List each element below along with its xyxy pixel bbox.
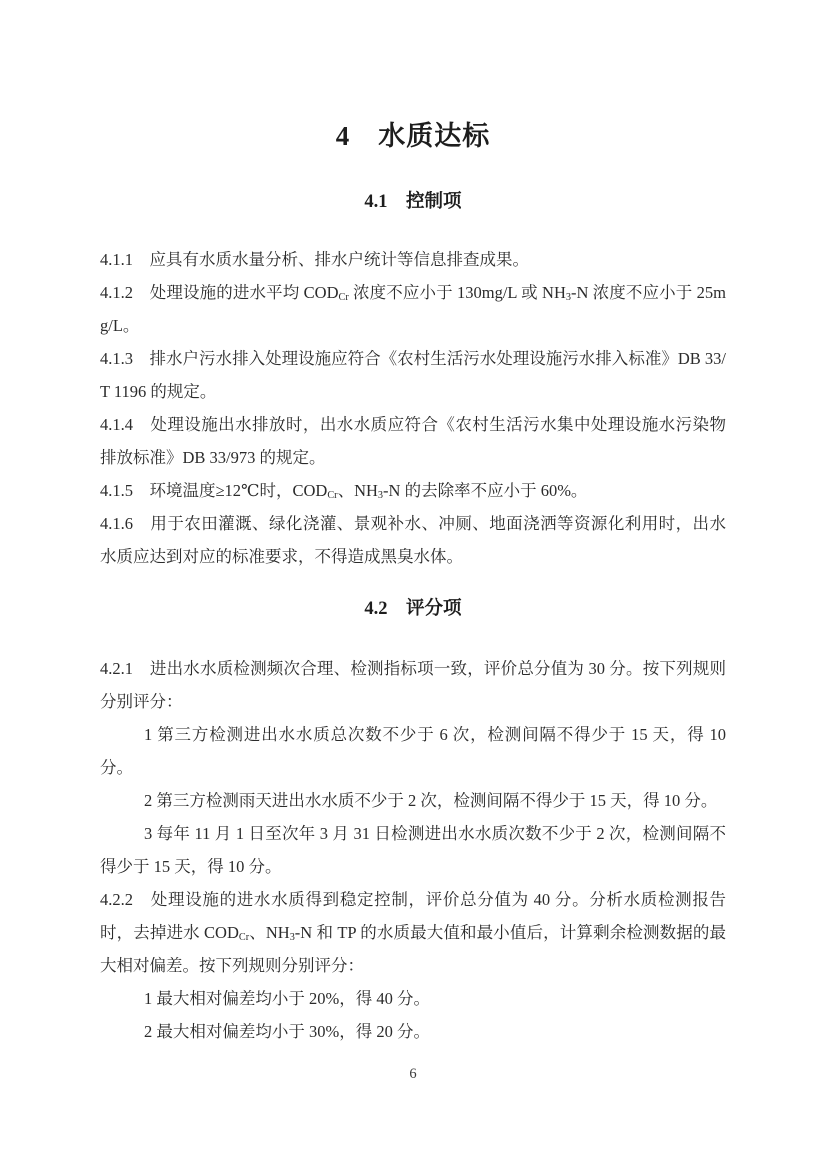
section-heading: 4.1 控制项 [364, 192, 462, 212]
chapter-title: 4 水质达标 [335, 121, 491, 151]
clause-paragraph: 4.1.6 用于农田灌溉、绿化浇灌、景观补水、冲厕、地面浇洒等资源化利用时，出水水质应达到对应的标准要求，不得造成黑臭水体。 [100, 514, 726, 566]
clause-paragraph: 4.1.3 排水户污水排入处理设施应符合《农村生活污水处理设施污水排入标准》DB 33/T 1196 的规定。 [100, 349, 726, 401]
document-body [100, 190, 726, 1048]
sub-item-paragraph: 1 最大相对偏差均小于 20%，得 40 分。 [144, 989, 430, 1008]
sub-item-paragraph: 1 第三方检测进出水水质总次数不少于 6 次，检测间隔不得少于 15 天，得 10 分。 [100, 725, 726, 777]
clause-paragraph: 4.2.1 进出水水质检测频次合理、检测指标项一致，评价总分值为 30 分。按下列规则分别评分： [100, 659, 726, 711]
chemical-subscript: Cr [338, 291, 349, 303]
clause-paragraph: 4.1.1 应具有水质水量分析、排水户统计等信息排查成果。 [100, 250, 529, 269]
sub-item-paragraph: 3 每年 11 月 1 日至次年 3 月 31 日检测进出水水质次数不少于 2 次，检测间隔不得少于 15 天，得 10 分。 [100, 824, 726, 876]
page-number: 6 [409, 1066, 417, 1082]
chemical-subscript: Cr [238, 931, 250, 943]
clause-paragraph: 4.1.2 处理设施的进水平均 $COD_{Cr}$ 浓度不应小于 130mg/L 或 $NH_3-N$ 浓度不应小于 25mg/L。 [100, 283, 727, 335]
chemical-subscript: 3 [289, 931, 295, 943]
sub-item-paragraph: 2 最大相对偏差均小于 30%，得 20 分。 [144, 1022, 430, 1041]
clause-paragraph: 4.1.5 环境温度≥12℃时，$COD_{Cr}$、$NH_3-N$ 的去除率不应小于 60%。 [100, 481, 588, 501]
chemical-subscript: 3 [377, 489, 384, 501]
chemical-subscript: Cr [327, 489, 338, 501]
clause-paragraph: 4.1.4 处理设施出水排放时，出水水质应符合《农村生活污水集中处理设施水污染物排放标准》DB 33/973 的规定。 [100, 415, 726, 467]
section-heading: 4.2 评分项 [364, 599, 462, 619]
sub-item-paragraph: 2 第三方检测雨天进出水水质不少于 2 次，检测间隔不得少于 15 天，得 10 分。 [144, 791, 718, 810]
chemical-subscript: 3 [565, 291, 571, 303]
clause-paragraph: 4.2.2 处理设施的进水水质得到稳定控制，评价总分值为 40 分。分析水质检测报告时，去掉进水 $COD_{Cr}$、$NH_3-N$ 和 TP 的水质最大值和最小值后，计算剩余检测数据的最大相对偏差。按下列规则分别评分： [100, 890, 726, 975]
